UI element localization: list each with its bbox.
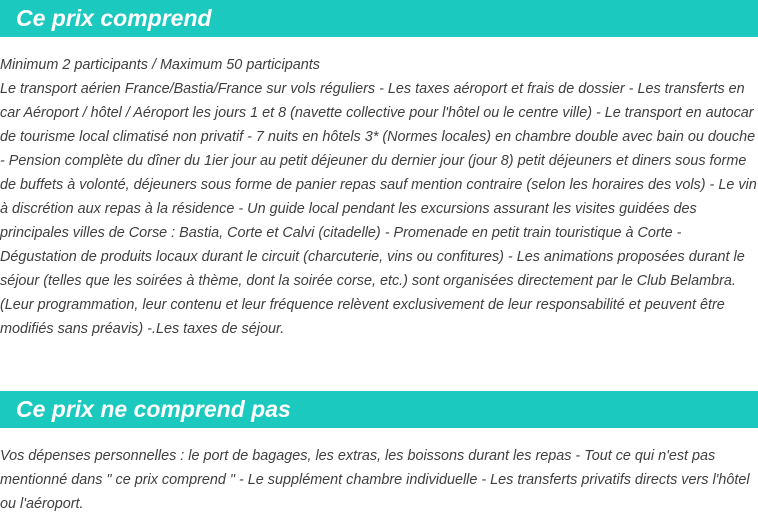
excludes-details: Vos dépenses personnelles : le port de bagages, les extras, les boissons durant les repas - Tout ce qui n'est pas mentionné dans " ce prix comprend " - Le supplément chambre individuelle - Les transferts privatifs directs vers l'hôtel ou l'aéroport. <box>0 448 750 512</box>
includes-text <box>0 53 758 341</box>
includes-details: Le transport aérien France/Bastia/France sur vols réguliers - Les taxes aéroport et frais de dossier - Les transferts en car Aéroport / hôtel / Aéroport les jours 1 et 8 (navette collective pour l'hôtel ou le centre ville) - Le transport en autocar de tourisme local climatisé non privatif - 7 nuits en hôtels 3* (Normes locales) en chambre double avec bain ou douche - Pension complète du dîner du 1ier jour au petit déjeuner du dernier jour (jour 8) petit déjeuners et diners sous forme de buffets à volonté, déjeuners sous forme de panier repas sauf mention contraire (selon les horaires des vols) - Le vin à discrétion aux repas à la résidence - Un guide local pendant les excursions assurant les visites guidées des principales villes de Corse : Bastia, Corte et Calvi (citadelle) - Promenade en petit train touristique à Corte - Dégustation de produits locaux durant le circuit (charcuterie, vins ou confitures) - Les animations proposées durant le séjour (telles que les soirées à thème, dont la soirée corse, etc.) sont organisées directement par le Club Belambra. (Leur programmation, leur contenu et leur fréquence relèvent exclusivement de leur responsabilité et peuvent être modifiés sans préavis) -.Les taxes de séjour. <box>0 81 757 337</box>
excludes-header-band <box>0 391 758 428</box>
includes-title: Ce prix comprend <box>16 5 212 31</box>
includes-participants: Minimum 2 participants / Maximum 50 participants <box>0 57 320 73</box>
excludes-title: Ce prix ne comprend pas <box>16 396 291 422</box>
excludes-text <box>0 444 758 516</box>
includes-header-band <box>0 0 758 37</box>
